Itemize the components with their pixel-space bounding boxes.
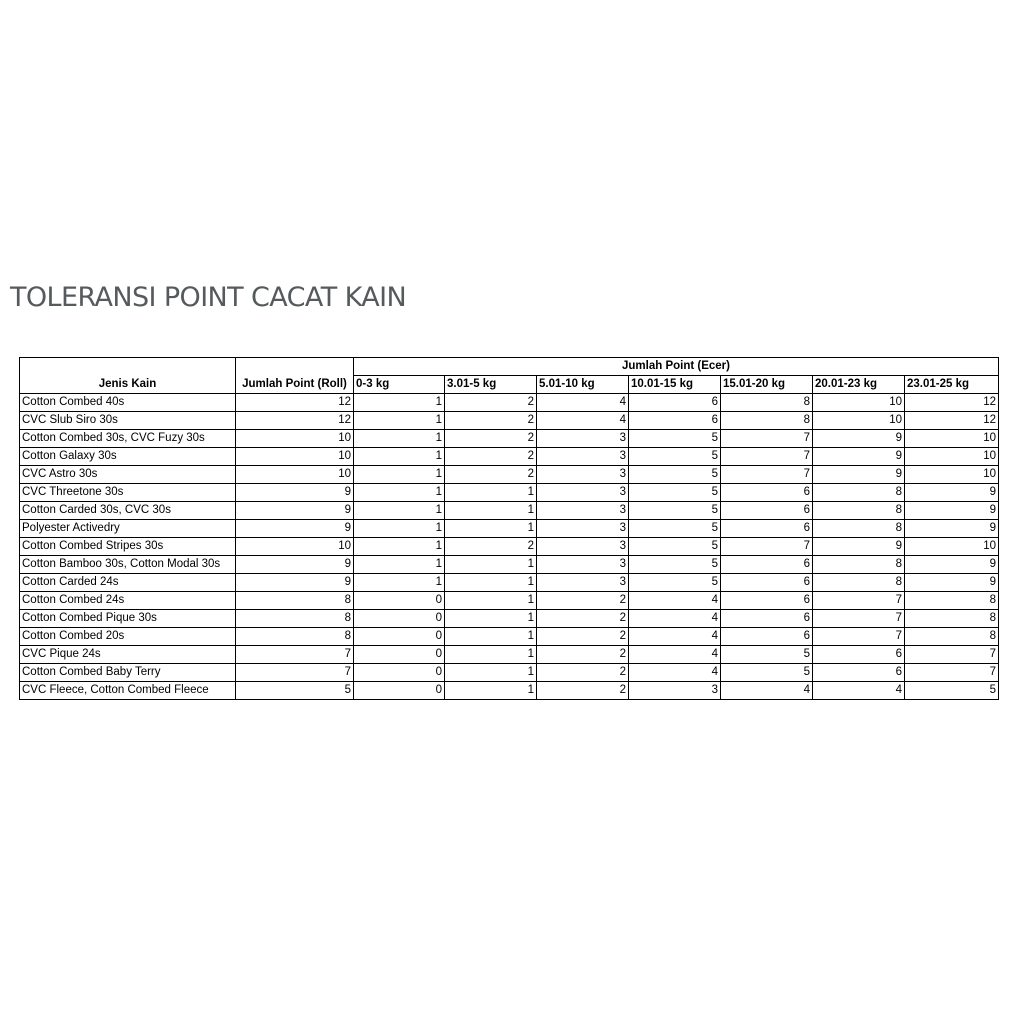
- ecer-point-cell: 9: [905, 556, 999, 574]
- ecer-point-cell: 12: [905, 394, 999, 412]
- table-row: [20, 484, 999, 502]
- ecer-point-cell: 6: [721, 502, 813, 520]
- ecer-point-cell: 4: [629, 628, 721, 646]
- ecer-point-cell: 4: [537, 394, 629, 412]
- ecer-point-cell: 3: [537, 502, 629, 520]
- ecer-point-cell: 1: [354, 394, 445, 412]
- ecer-point-cell: 8: [905, 610, 999, 628]
- ecer-point-cell: 4: [629, 610, 721, 628]
- table-row: [20, 538, 999, 556]
- table-row: [20, 502, 999, 520]
- header-range: 10.01-15 kg: [629, 376, 721, 394]
- ecer-point-cell: 0: [354, 664, 445, 682]
- ecer-point-cell: 12: [905, 412, 999, 430]
- ecer-point-cell: 1: [354, 448, 445, 466]
- ecer-point-cell: 8: [721, 394, 813, 412]
- table-row: [20, 574, 999, 592]
- table-row: [20, 592, 999, 610]
- ecer-point-cell: 2: [445, 466, 537, 484]
- ecer-point-cell: 5: [629, 574, 721, 592]
- table-row: [20, 628, 999, 646]
- ecer-point-cell: 0: [354, 592, 445, 610]
- ecer-point-cell: 1: [445, 556, 537, 574]
- tolerance-table: [19, 357, 999, 700]
- header-range: 23.01-25 kg: [905, 376, 999, 394]
- ecer-point-cell: 6: [629, 412, 721, 430]
- ecer-point-cell: 8: [813, 484, 905, 502]
- ecer-point-cell: 6: [721, 592, 813, 610]
- ecer-point-cell: 10: [905, 430, 999, 448]
- fabric-name-cell: Cotton Bamboo 30s, Cotton Modal 30s: [20, 556, 236, 574]
- ecer-point-cell: 2: [445, 430, 537, 448]
- ecer-point-cell: 9: [905, 574, 999, 592]
- fabric-name-cell: CVC Pique 24s: [20, 646, 236, 664]
- ecer-point-cell: 6: [721, 610, 813, 628]
- ecer-point-cell: 6: [813, 646, 905, 664]
- ecer-point-cell: 0: [354, 682, 445, 700]
- roll-point-cell: 9: [236, 502, 354, 520]
- ecer-point-cell: 2: [537, 646, 629, 664]
- ecer-point-cell: 5: [629, 520, 721, 538]
- ecer-point-cell: 1: [354, 430, 445, 448]
- ecer-point-cell: 5: [629, 466, 721, 484]
- ecer-point-cell: 3: [537, 484, 629, 502]
- ecer-point-cell: 4: [629, 646, 721, 664]
- header-range: 20.01-23 kg: [813, 376, 905, 394]
- ecer-point-cell: 1: [445, 682, 537, 700]
- fabric-name-cell: Cotton Combed Stripes 30s: [20, 538, 236, 556]
- fabric-name-cell: Cotton Combed 40s: [20, 394, 236, 412]
- roll-point-cell: 12: [236, 412, 354, 430]
- table-header: [20, 358, 999, 394]
- ecer-point-cell: 2: [445, 448, 537, 466]
- ecer-point-cell: 10: [905, 448, 999, 466]
- ecer-point-cell: 10: [813, 412, 905, 430]
- fabric-name-cell: Cotton Carded 24s: [20, 574, 236, 592]
- ecer-point-cell: 1: [445, 646, 537, 664]
- table-body: [20, 394, 999, 700]
- ecer-point-cell: 7: [721, 430, 813, 448]
- ecer-point-cell: 7: [721, 538, 813, 556]
- ecer-point-cell: 4: [813, 682, 905, 700]
- ecer-point-cell: 6: [721, 520, 813, 538]
- ecer-point-cell: 1: [354, 520, 445, 538]
- ecer-point-cell: 6: [629, 394, 721, 412]
- ecer-point-cell: 9: [905, 484, 999, 502]
- ecer-point-cell: 5: [721, 664, 813, 682]
- ecer-point-cell: 2: [537, 610, 629, 628]
- ecer-point-cell: 8: [905, 592, 999, 610]
- roll-point-cell: 7: [236, 664, 354, 682]
- fabric-name-cell: Cotton Combed Pique 30s: [20, 610, 236, 628]
- ecer-point-cell: 3: [537, 538, 629, 556]
- ecer-point-cell: 1: [354, 412, 445, 430]
- ecer-point-cell: 1: [445, 592, 537, 610]
- roll-point-cell: 5: [236, 682, 354, 700]
- ecer-point-cell: 5: [629, 538, 721, 556]
- ecer-point-cell: 5: [629, 556, 721, 574]
- roll-point-cell: 9: [236, 484, 354, 502]
- ecer-point-cell: 9: [905, 520, 999, 538]
- ecer-point-cell: 6: [721, 628, 813, 646]
- ecer-point-cell: 2: [445, 412, 537, 430]
- ecer-point-cell: 9: [813, 430, 905, 448]
- ecer-point-cell: 1: [354, 484, 445, 502]
- ecer-point-cell: 5: [905, 682, 999, 700]
- ecer-point-cell: 4: [629, 664, 721, 682]
- table-row: [20, 664, 999, 682]
- ecer-point-cell: 1: [445, 628, 537, 646]
- ecer-point-cell: 5: [629, 502, 721, 520]
- ecer-point-cell: 8: [813, 556, 905, 574]
- table-row: [20, 556, 999, 574]
- fabric-name-cell: Cotton Combed 30s, CVC Fuzy 30s: [20, 430, 236, 448]
- roll-point-cell: 12: [236, 394, 354, 412]
- fabric-name-cell: CVC Slub Siro 30s: [20, 412, 236, 430]
- table-row: [20, 412, 999, 430]
- ecer-point-cell: 6: [813, 664, 905, 682]
- table-row: [20, 646, 999, 664]
- roll-point-cell: 10: [236, 538, 354, 556]
- ecer-point-cell: 0: [354, 646, 445, 664]
- ecer-point-cell: 9: [813, 466, 905, 484]
- fabric-name-cell: Cotton Combed 24s: [20, 592, 236, 610]
- ecer-point-cell: 6: [721, 484, 813, 502]
- ecer-point-cell: 1: [445, 520, 537, 538]
- ecer-point-cell: 8: [813, 574, 905, 592]
- roll-point-cell: 7: [236, 646, 354, 664]
- roll-point-cell: 8: [236, 610, 354, 628]
- ecer-point-cell: 2: [537, 628, 629, 646]
- header-range: 3.01-5 kg: [445, 376, 537, 394]
- table-row: [20, 448, 999, 466]
- table-row: [20, 430, 999, 448]
- ecer-point-cell: 6: [721, 574, 813, 592]
- ecer-point-cell: 2: [537, 664, 629, 682]
- ecer-point-cell: 8: [721, 412, 813, 430]
- ecer-point-cell: 2: [537, 682, 629, 700]
- roll-point-cell: 10: [236, 466, 354, 484]
- ecer-point-cell: 3: [537, 466, 629, 484]
- ecer-point-cell: 2: [537, 592, 629, 610]
- fabric-name-cell: Cotton Galaxy 30s: [20, 448, 236, 466]
- ecer-point-cell: 4: [721, 682, 813, 700]
- ecer-point-cell: 10: [813, 394, 905, 412]
- ecer-point-cell: 5: [629, 448, 721, 466]
- ecer-point-cell: 7: [813, 628, 905, 646]
- ecer-point-cell: 3: [629, 682, 721, 700]
- fabric-name-cell: CVC Astro 30s: [20, 466, 236, 484]
- roll-point-cell: 9: [236, 520, 354, 538]
- ecer-point-cell: 1: [445, 574, 537, 592]
- ecer-point-cell: 3: [537, 574, 629, 592]
- ecer-point-cell: 3: [537, 520, 629, 538]
- ecer-point-cell: 2: [445, 394, 537, 412]
- roll-point-cell: 9: [236, 574, 354, 592]
- header-row-top: [20, 358, 999, 376]
- ecer-point-cell: 1: [445, 610, 537, 628]
- ecer-point-cell: 7: [905, 646, 999, 664]
- ecer-point-cell: 4: [537, 412, 629, 430]
- ecer-point-cell: 8: [905, 628, 999, 646]
- ecer-point-cell: 0: [354, 610, 445, 628]
- ecer-point-cell: 3: [537, 448, 629, 466]
- ecer-point-cell: 2: [445, 538, 537, 556]
- ecer-point-cell: 9: [813, 448, 905, 466]
- ecer-point-cell: 1: [445, 484, 537, 502]
- roll-point-cell: 10: [236, 448, 354, 466]
- roll-point-cell: 10: [236, 430, 354, 448]
- header-range: 5.01-10 kg: [537, 376, 629, 394]
- ecer-point-cell: 1: [445, 502, 537, 520]
- ecer-point-cell: 10: [905, 466, 999, 484]
- ecer-point-cell: 5: [629, 484, 721, 502]
- ecer-point-cell: 0: [354, 628, 445, 646]
- ecer-point-cell: 7: [905, 664, 999, 682]
- ecer-point-cell: 1: [354, 574, 445, 592]
- roll-point-cell: 9: [236, 556, 354, 574]
- header-jenis-kain: Jenis Kain: [20, 358, 236, 394]
- table-row: [20, 466, 999, 484]
- ecer-point-cell: 7: [721, 466, 813, 484]
- ecer-point-cell: 3: [537, 556, 629, 574]
- ecer-point-cell: 9: [813, 538, 905, 556]
- header-range: 15.01-20 kg: [721, 376, 813, 394]
- page-title: TOLERANSI POINT CACAT KAIN: [10, 282, 407, 313]
- fabric-name-cell: Cotton Combed Baby Terry: [20, 664, 236, 682]
- ecer-point-cell: 1: [354, 538, 445, 556]
- ecer-point-cell: 1: [354, 556, 445, 574]
- ecer-point-cell: 10: [905, 538, 999, 556]
- fabric-name-cell: Polyester Activedry: [20, 520, 236, 538]
- ecer-point-cell: 7: [813, 592, 905, 610]
- fabric-name-cell: Cotton Carded 30s, CVC 30s: [20, 502, 236, 520]
- table-row: [20, 520, 999, 538]
- fabric-name-cell: CVC Threetone 30s: [20, 484, 236, 502]
- roll-point-cell: 8: [236, 592, 354, 610]
- roll-point-cell: 8: [236, 628, 354, 646]
- ecer-point-cell: 9: [905, 502, 999, 520]
- table-row: [20, 394, 999, 412]
- ecer-point-cell: 7: [813, 610, 905, 628]
- ecer-point-cell: 5: [629, 430, 721, 448]
- ecer-point-cell: 3: [537, 430, 629, 448]
- ecer-point-cell: 7: [721, 448, 813, 466]
- ecer-point-cell: 8: [813, 520, 905, 538]
- ecer-point-cell: 1: [354, 502, 445, 520]
- ecer-point-cell: 4: [629, 592, 721, 610]
- header-jumlah-point-ecer: Jumlah Point (Ecer): [354, 358, 999, 376]
- ecer-point-cell: 6: [721, 556, 813, 574]
- fabric-name-cell: CVC Fleece, Cotton Combed Fleece: [20, 682, 236, 700]
- ecer-point-cell: 5: [721, 646, 813, 664]
- header-jumlah-point-roll: Jumlah Point (Roll): [236, 358, 354, 394]
- header-range: 0-3 kg: [354, 376, 445, 394]
- table-row: [20, 610, 999, 628]
- ecer-point-cell: 8: [813, 502, 905, 520]
- ecer-point-cell: 1: [445, 664, 537, 682]
- table-row: [20, 682, 999, 700]
- fabric-name-cell: Cotton Combed 20s: [20, 628, 236, 646]
- ecer-point-cell: 1: [354, 466, 445, 484]
